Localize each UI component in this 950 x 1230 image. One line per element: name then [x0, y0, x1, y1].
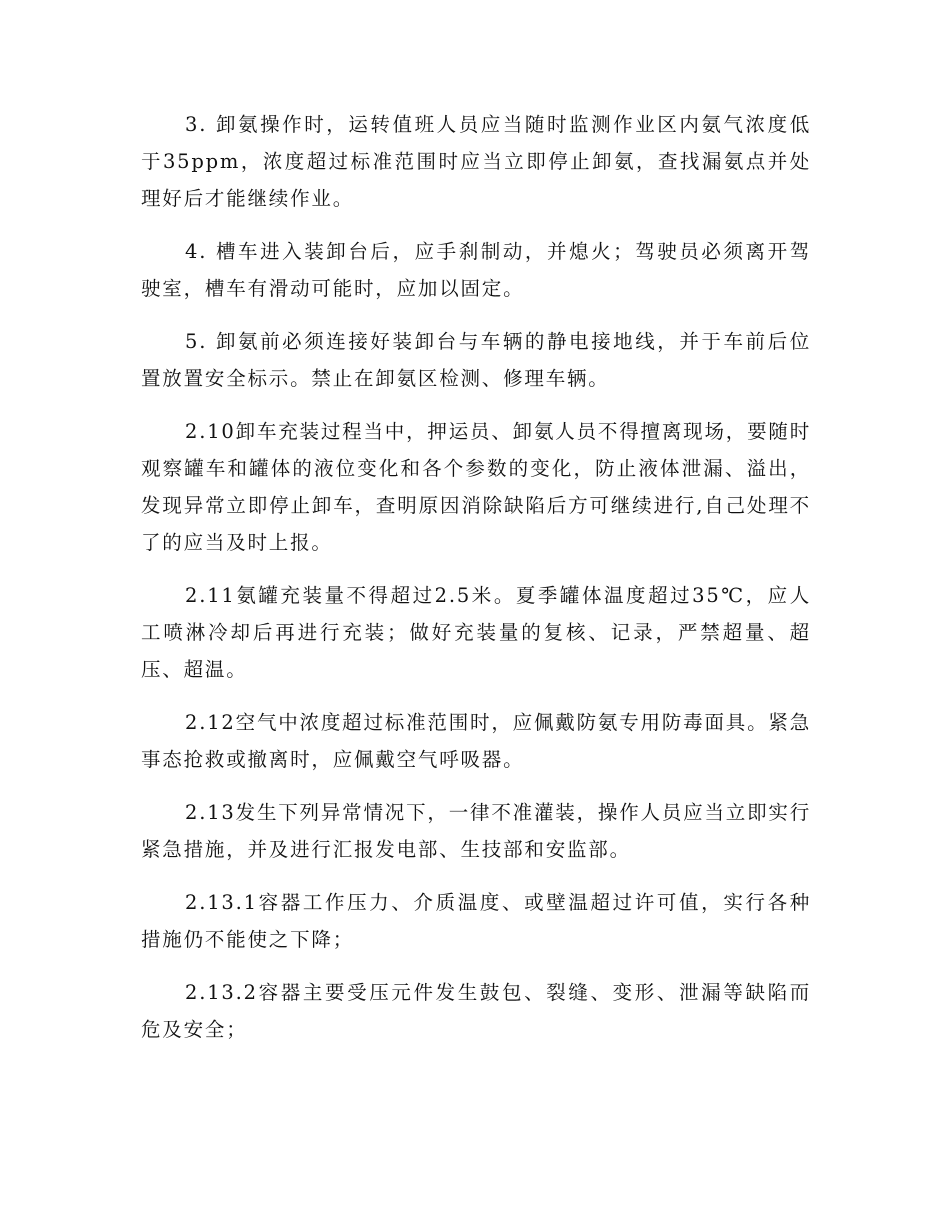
paragraph-2-13: 2.13发生下列异常情况下，一律不准灌装，操作人员应当立即实行紧急措施，并及进行汇报发电部、生技部和安监部。: [141, 801, 811, 861]
paragraph-2-13-1: 2.13.1容器工作压力、介质温度、或壁温超过许可值，实行各种措施仍不能使之下降；: [141, 891, 811, 951]
paragraph-2-10: 2.10卸车充装过程当中，押运员、卸氨人员不得擅离现场，要随时观察罐车和罐体的液位变化和各个参数的变化，防止液体泄漏、溢出，发现异常立即停止卸车，查明原因消除缺陷后方可继续进行,自己处理不了的应当及时上报。: [141, 420, 811, 554]
paragraph-tanker-braking: 4. 槽车进入装卸台后，应手刹制动，并熄火；驾驶员必须离开驾驶室，槽车有滑动可能时，应加以固定。: [141, 240, 811, 300]
paragraph-static-grounding: 5. 卸氨前必须连接好装卸台与车辆的静电接地线，并于车前后位置放置安全标示。禁止在卸氨区检测、修理车辆。: [141, 330, 811, 390]
paragraph-2-12: 2.12空气中浓度超过标准范围时，应佩戴防氨专用防毒面具。紧急事态抢救或撤离时，应佩戴空气呼吸器。: [141, 711, 811, 771]
paragraph-unload-ammonia-monitoring: 3. 卸氨操作时，运转值班人员应当随时监测作业区内氨气浓度低于35ppm，浓度超过标准范围时应当立即停止卸氨，查找漏氨点并处理好后才能继续作业。: [141, 113, 811, 210]
paragraph-2-13-2: 2.13.2容器主要受压元件发生鼓包、裂缝、变形、泄漏等缺陷而危及安全；: [141, 981, 811, 1041]
paragraph-2-11: 2.11氨罐充装量不得超过2.5米。夏季罐体温度超过35℃，应人工喷淋冷却后再进行充装；做好充装量的复核、记录，严禁超量、超压、超温。: [141, 584, 811, 681]
document-page: [141, 106, 811, 1064]
